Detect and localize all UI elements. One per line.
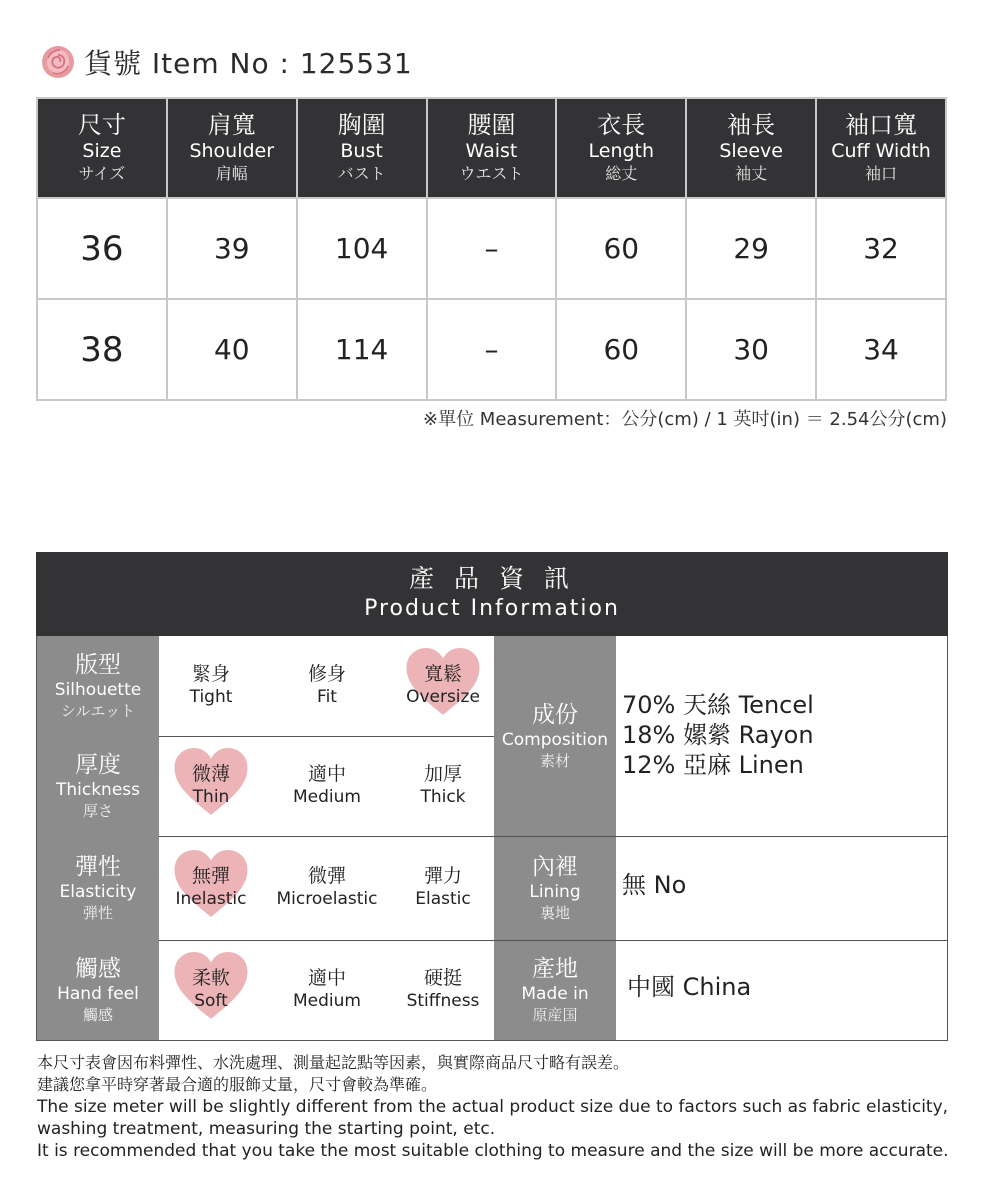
option-en: Oversize: [406, 687, 480, 707]
header-size: [37, 98, 167, 198]
label-composition: [494, 636, 616, 836]
lining-value: 無 No: [622, 871, 687, 899]
option-zh: 寬鬆: [423, 663, 462, 685]
header-length: [556, 98, 686, 198]
option-zh: 適中: [307, 967, 346, 989]
label-jp: 素材: [539, 751, 570, 770]
label-jp: シルエット: [60, 701, 136, 720]
label-en: Made in: [521, 983, 589, 1004]
label-jp: 觸感: [82, 1005, 113, 1024]
option-zh: 修身: [307, 663, 346, 685]
header-jp: ウエスト: [459, 164, 524, 183]
option-en: Tight: [189, 687, 233, 707]
disclaimer-line: 本尺寸表會因布料彈性、水洗處理、測量起訖點等因素，與實際商品尺寸略有誤差。: [37, 1053, 630, 1072]
option-stiffness: [393, 966, 493, 1013]
header-zh: 肩寬: [207, 111, 256, 139]
option-zh: 柔軟: [191, 967, 230, 989]
option-en: Thick: [420, 787, 466, 807]
table-cell: –: [427, 198, 557, 299]
label-silhouette: [37, 636, 159, 736]
header-en: Sleeve: [719, 140, 783, 162]
label-en: Composition: [501, 729, 609, 750]
composition-line: 12% 亞麻 Linen: [622, 751, 804, 779]
header-jp: 袖口: [865, 164, 898, 183]
header-en: Shoulder: [189, 140, 275, 162]
product-info-title-en: Product Information: [364, 596, 620, 621]
option-microelastic: [272, 864, 382, 911]
option-en: Soft: [194, 991, 228, 1011]
label-zh: 厚度: [75, 751, 121, 778]
label-zh: 產地: [532, 955, 578, 982]
option-zh: 緊身: [191, 663, 230, 685]
label-made-in: [494, 940, 616, 1040]
option-medium-feel: [277, 966, 377, 1013]
label-lining: [494, 836, 616, 940]
table-row: [37, 299, 946, 400]
header-en: Bust: [340, 140, 383, 162]
table-row: [37, 198, 946, 299]
option-zh: 加厚: [423, 763, 462, 785]
label-en: Elasticity: [59, 881, 137, 902]
header-jp: バスト: [337, 164, 386, 183]
disclaimer-line: It is recommended that you take the most suitable clothing to measure and the size will be more accurate.: [37, 1141, 949, 1161]
option-soft: [161, 966, 261, 1013]
header-jp: 袖丈: [735, 164, 768, 183]
item-number: 貨號 Item No : 125531: [84, 47, 413, 80]
option-tight: [161, 662, 261, 709]
product-info-title-zh: 產 品 資 訊: [409, 564, 575, 593]
label-elasticity: [37, 836, 159, 940]
composition-values: [622, 690, 814, 780]
option-en: Elastic: [415, 889, 471, 909]
product-info-panel: [36, 636, 948, 1041]
header-jp: サイズ: [78, 164, 126, 183]
label-zh: 觸感: [75, 955, 121, 982]
table-cell: 36: [37, 198, 167, 299]
disclaimer-line: 建議您拿平時穿著最合適的服飾丈量，尺寸會較為準確。: [37, 1075, 438, 1094]
table-cell: 39: [167, 198, 297, 299]
disclaimer-line: The size meter will be slightly different from the actual product size due to factors such as fabric elasticity,: [37, 1097, 949, 1117]
measurement-note: ※單位 Measurement：公分(cm) / 1 英吋(in) ＝ 2.54公分(cm): [423, 409, 947, 430]
option-zh: 硬挺: [423, 967, 462, 989]
header-en: Cuff Width: [831, 140, 931, 162]
header-zh: 胸圍: [337, 111, 386, 139]
header-jp: 総丈: [605, 164, 638, 183]
option-zh: 適中: [307, 763, 346, 785]
composition-line: 18% 嫘縈 Rayon: [622, 721, 814, 749]
header-bust: [297, 98, 427, 198]
table-cell: 30: [686, 299, 816, 400]
header-waist: [427, 98, 557, 198]
header-shoulder: [167, 98, 297, 198]
label-en: Hand feel: [57, 983, 139, 1004]
label-en: Lining: [529, 881, 581, 902]
rose-icon: [40, 44, 76, 80]
divider: [159, 940, 948, 941]
item-number-header: [40, 40, 413, 84]
option-en: Fit: [317, 687, 337, 707]
label-thickness: [37, 736, 159, 836]
option-oversize: [393, 662, 493, 709]
label-zh: 成份: [532, 701, 578, 728]
option-en: Medium: [293, 991, 361, 1011]
table-cell: 114: [297, 299, 427, 400]
header-zh: 腰圍: [467, 111, 516, 139]
option-en: Stiffness: [406, 991, 480, 1011]
header-en: Length: [588, 140, 655, 162]
option-thick: [393, 762, 493, 809]
label-zh: 版型: [75, 651, 121, 678]
table-cell: 60: [556, 299, 686, 400]
header-cuff-width: [816, 98, 946, 198]
size-table-header-row: [37, 98, 946, 198]
header-zh: 尺寸: [77, 111, 126, 139]
header-en: Waist: [465, 140, 518, 162]
option-fit: [277, 662, 377, 709]
table-cell: –: [427, 299, 557, 400]
label-hand-feel: [37, 940, 159, 1040]
header-zh: 袖長: [727, 111, 776, 139]
header-zh: 袖口寬: [845, 111, 918, 139]
option-en: Medium: [293, 787, 361, 807]
divider: [159, 736, 494, 737]
divider: [159, 836, 948, 837]
table-cell: 104: [297, 198, 427, 299]
option-zh: 微彈: [307, 865, 346, 887]
option-en: Thin: [192, 787, 230, 807]
size-table: [36, 97, 947, 401]
product-info-header: [36, 552, 948, 636]
option-zh: 微薄: [191, 763, 230, 785]
header-sleeve: [686, 98, 816, 198]
label-zh: 內裡: [532, 853, 578, 880]
label-en: Silhouette: [54, 679, 142, 700]
option-thin: [161, 762, 261, 809]
disclaimer: [37, 1052, 957, 1162]
table-cell: 38: [37, 299, 167, 400]
table-cell: 60: [556, 198, 686, 299]
label-jp: 厚さ: [82, 801, 113, 820]
composition-line: 70% 天絲 Tencel: [622, 691, 814, 719]
option-elastic: [393, 864, 493, 911]
label-en: Thickness: [55, 779, 141, 800]
table-cell: 34: [816, 299, 946, 400]
header-jp: 肩幅: [215, 164, 248, 183]
disclaimer-line: washing treatment, measuring the starting point, etc.: [37, 1119, 496, 1139]
table-cell: 40: [167, 299, 297, 400]
label-jp: 原産国: [532, 1005, 578, 1024]
header-en: Size: [82, 140, 122, 162]
option-zh: 無彈: [191, 865, 230, 887]
table-cell: 29: [686, 198, 816, 299]
header-zh: 衣長: [597, 111, 646, 139]
made-in-value: 中國 China: [627, 973, 752, 1001]
option-en: Microelastic: [276, 889, 378, 909]
option-medium-thickness: [277, 762, 377, 809]
option-zh: 彈力: [423, 865, 462, 887]
option-en: Inelastic: [175, 889, 247, 909]
option-inelastic: [161, 864, 261, 911]
label-jp: 裏地: [539, 903, 570, 922]
table-cell: 32: [816, 198, 946, 299]
label-jp: 弾性: [82, 903, 113, 922]
label-zh: 彈性: [75, 853, 121, 880]
